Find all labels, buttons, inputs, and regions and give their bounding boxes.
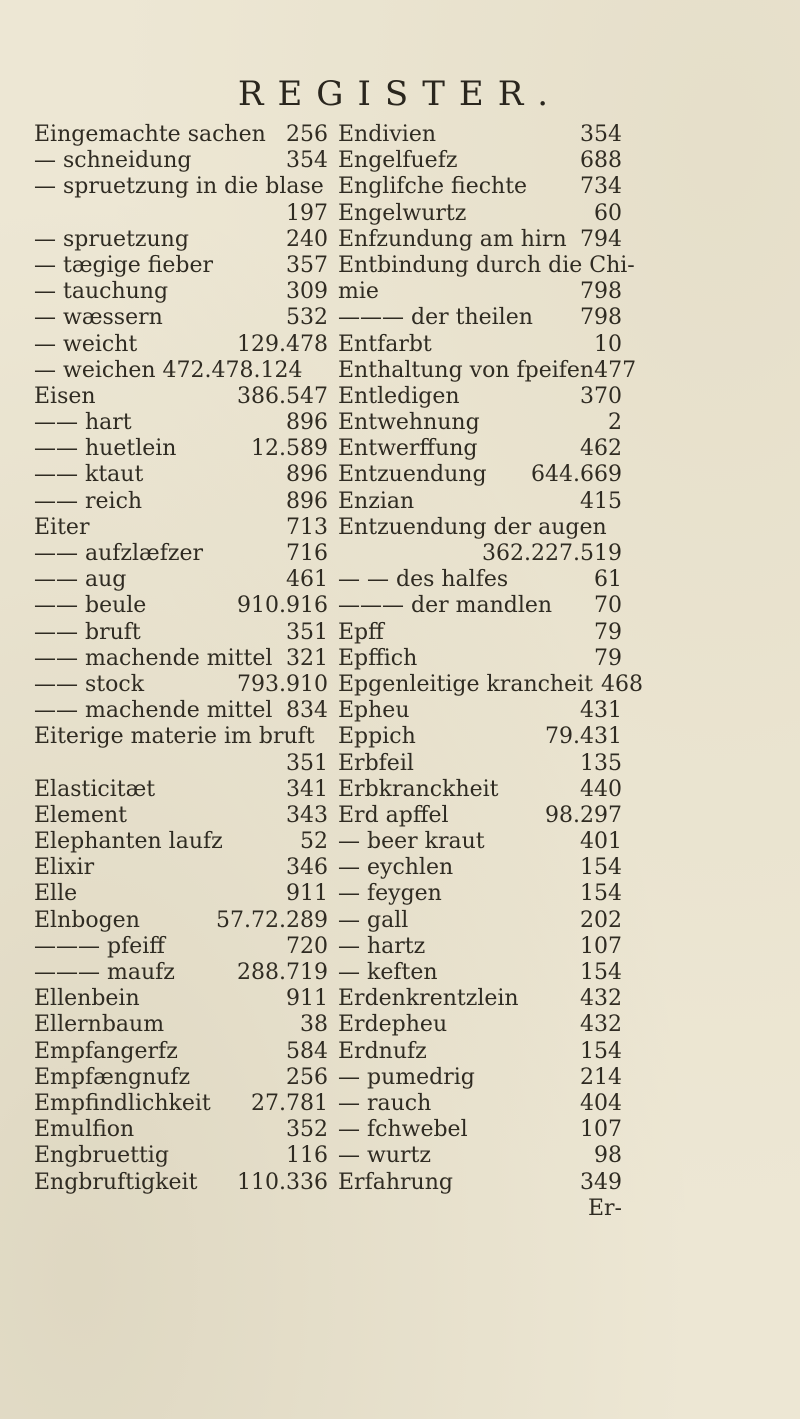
entry-term: Engbruftigkeit <box>34 1169 198 1195</box>
entry-pages: 354 <box>580 122 622 147</box>
index-entry <box>338 620 622 646</box>
entry-term: Empfindlichkeit <box>34 1090 211 1116</box>
entry-pages: 129.478 <box>237 331 328 357</box>
index-entry <box>34 541 328 567</box>
entry-pages: 116 <box>286 1143 328 1169</box>
entry-pages: 834 <box>286 698 328 724</box>
entry-term: Epheu <box>338 698 410 724</box>
entry-term: — feygen <box>338 881 442 907</box>
entry-pages: 60 <box>594 200 622 226</box>
entry-term: —— huetlein <box>34 436 177 462</box>
entry-pages: 415 <box>580 488 622 514</box>
entry-pages: Er- <box>587 1195 622 1221</box>
entry-term: —— beule <box>34 593 147 619</box>
entry-term: — keften <box>338 960 438 985</box>
index-entry <box>34 358 328 384</box>
index-entry <box>34 1143 328 1169</box>
index-entry <box>338 436 622 462</box>
entry-pages: 70 <box>594 593 622 619</box>
entry-term: — rauch <box>338 1090 432 1116</box>
entry-pages: 793.910 <box>237 671 328 697</box>
entry-term: Erbfeil <box>338 750 414 776</box>
index-entry <box>338 698 622 724</box>
index-entry <box>34 410 328 436</box>
entry-pages: 432 <box>580 986 622 1012</box>
entry-pages: 370 <box>580 383 622 409</box>
entry-term: Erd apffel <box>338 802 449 828</box>
entry-term: Elephanten laufz <box>34 829 223 855</box>
index-entry <box>34 620 328 646</box>
index-entry <box>338 201 622 227</box>
entry-pages: 57.72.289 <box>216 907 328 933</box>
entry-pages: 440 <box>580 776 622 802</box>
index-entry <box>34 960 328 986</box>
index-entry <box>34 1012 328 1038</box>
entry-pages: 110.336 <box>237 1169 328 1195</box>
entry-term: Erbkranckheit <box>338 776 499 802</box>
index-entry <box>338 227 622 253</box>
index-entry <box>338 671 643 698</box>
index-entry <box>338 908 622 934</box>
entry-pages: 896 <box>286 488 328 514</box>
entry-pages: 798 <box>580 279 622 305</box>
index-entry <box>338 855 622 881</box>
index-entry <box>34 462 328 488</box>
index-entry <box>338 1170 622 1196</box>
entry-term: ——— maufz <box>34 960 175 985</box>
index-entry <box>338 462 622 488</box>
page-title: REGISTER. <box>237 74 563 114</box>
entry-term: Erdnufz <box>338 1038 427 1064</box>
entry-pages: 401 <box>580 829 622 855</box>
entry-pages: 896 <box>286 462 328 488</box>
entry-term: Entledigen <box>338 383 460 409</box>
entry-term: Eiter <box>34 514 90 540</box>
entry-term: Eppich <box>338 724 416 750</box>
entry-term: —— aufzlæfzer <box>34 541 203 566</box>
entry-term: Epff <box>338 619 384 645</box>
entry-term: —— machende mittel <box>34 698 273 724</box>
index-entry <box>34 1117 328 1143</box>
index-entry <box>338 515 622 541</box>
entry-pages: 256 <box>286 1064 328 1090</box>
entry-pages: 288.719 <box>237 960 328 985</box>
entry-pages: 911 <box>286 986 328 1012</box>
entry-pages: 154 <box>580 855 622 881</box>
entry-term: Empfangerfz <box>34 1038 178 1064</box>
index-entry <box>34 279 328 305</box>
entry-pages: 351 <box>286 619 328 645</box>
entry-term: Epffich <box>338 645 418 671</box>
entry-term: mie <box>338 279 379 305</box>
index-entry <box>338 1065 622 1091</box>
index-entry <box>34 908 328 934</box>
index-entry <box>34 672 328 698</box>
entry-term: Elle <box>34 881 78 907</box>
entry-term: Empfængnufz <box>34 1064 191 1090</box>
index-entry <box>338 751 622 777</box>
index-entry <box>34 724 328 750</box>
entry-pages: 341 <box>286 776 328 802</box>
entry-pages: 404 <box>580 1090 622 1116</box>
entry-term: ——— der theilen <box>338 305 533 331</box>
entry-term: Ellenbein <box>34 986 140 1012</box>
entry-term: —— aug <box>34 567 127 593</box>
entry-term: —— ktaut <box>34 462 144 488</box>
index-entry <box>34 698 328 724</box>
index-entry <box>34 174 328 200</box>
index-entry <box>338 332 622 358</box>
entry-pages: 354 <box>286 148 328 174</box>
entry-pages: 351 <box>286 750 328 776</box>
entry-term: Entzuendung <box>338 462 487 488</box>
entry-pages: 98 <box>594 1143 622 1169</box>
right-index-column <box>338 122 643 1222</box>
entry-pages: 716 <box>286 541 328 566</box>
index-entry <box>338 1196 622 1222</box>
entry-pages: 38 <box>300 1012 328 1038</box>
entry-pages: 911 <box>286 881 328 907</box>
index-entry <box>338 279 622 305</box>
index-entry <box>338 934 622 960</box>
entry-pages: 910.916 <box>237 593 328 619</box>
entry-pages: 720 <box>286 933 328 959</box>
entry-pages: 896 <box>286 410 328 436</box>
index-entry <box>34 122 328 148</box>
entry-pages: 713 <box>286 514 328 540</box>
index-entry <box>34 227 328 253</box>
index-entry <box>34 201 328 227</box>
entry-pages: 10 <box>594 331 622 357</box>
entry-pages: 532 <box>286 305 328 331</box>
entry-term: — eychlen <box>338 855 454 881</box>
index-entry <box>338 410 622 436</box>
entry-term: Entfarbt <box>338 331 432 357</box>
entry-pages: 214 <box>580 1064 622 1090</box>
entry-term: — — des halfes <box>338 567 509 593</box>
entry-pages: 357 <box>286 252 328 278</box>
index-entry <box>34 593 328 619</box>
entry-pages: 386.547 <box>237 383 328 409</box>
index-entry <box>338 724 622 750</box>
entry-term: —— machende mittel <box>34 645 273 671</box>
index-entry <box>338 252 635 279</box>
entry-pages: 346 <box>286 855 328 881</box>
index-entry <box>34 305 328 331</box>
entry-term: Entwerffung <box>338 436 478 462</box>
index-entry <box>338 1143 622 1169</box>
entry-pages: 734 <box>580 174 622 200</box>
entry-term: Erdenkrentzlein <box>338 986 519 1012</box>
index-entry <box>34 855 328 881</box>
entry-term: Erfahrung <box>338 1169 453 1195</box>
entry-pages: 79.431 <box>545 724 622 750</box>
entry-pages: 154 <box>580 960 622 985</box>
entry-term: Eingemachte sachen <box>34 122 266 147</box>
index-entry <box>338 1012 622 1038</box>
entry-term: — tægige fieber <box>34 252 214 278</box>
index-entry <box>338 803 622 829</box>
entry-pages: 79 <box>594 619 622 645</box>
index-entry <box>34 332 328 358</box>
index-entry <box>338 986 622 1012</box>
entry-term: Enfzundung am hirn <box>338 226 567 252</box>
index-entry <box>338 148 622 174</box>
index-entry <box>34 567 328 593</box>
entry-pages: 321 <box>286 645 328 671</box>
entry-term: Entzuendung der augen <box>338 514 607 540</box>
entry-term: — weichen 472.478.124 <box>34 357 303 383</box>
entry-term: Eisen <box>34 383 96 409</box>
entry-term: —— hart <box>34 410 132 436</box>
index-entry <box>338 646 622 672</box>
entry-term: Entbindung durch die Chi- <box>338 252 635 278</box>
entry-term: Ellernbaum <box>34 1012 165 1038</box>
entry-term: Elixir <box>34 855 95 881</box>
entry-term: Elnbogen <box>34 907 140 933</box>
entry-pages: 349 <box>580 1169 622 1195</box>
entry-pages: 343 <box>286 802 328 828</box>
entry-term: — spruetzung <box>34 226 189 252</box>
entry-term: Erdepheu <box>338 1012 448 1038</box>
entry-term: — hartz <box>338 933 426 959</box>
entry-pages: 432 <box>580 1012 622 1038</box>
index-entry <box>34 1065 328 1091</box>
entry-term: Eiterige materie im bruft <box>34 724 315 750</box>
index-entry <box>338 881 622 907</box>
entry-pages: 798 <box>580 305 622 331</box>
index-entry <box>34 148 328 174</box>
left-index-column <box>34 122 328 1196</box>
index-entry <box>34 646 328 672</box>
index-entry <box>338 1039 622 1065</box>
entry-term: Epgenleitige krancheit <box>338 671 593 697</box>
entry-term: — pumedrig <box>338 1064 475 1090</box>
entry-pages: 12.589 <box>251 436 328 462</box>
entry-pages: 468 <box>601 671 643 697</box>
index-entry <box>34 489 328 515</box>
entry-term: — beer kraut <box>338 829 485 855</box>
index-entry <box>338 1091 622 1117</box>
entry-pages: 135 <box>580 750 622 776</box>
entry-term: Enthaltung von fpeifen477 <box>338 357 637 383</box>
entry-term: —— reich <box>34 488 143 514</box>
index-entry <box>338 960 622 986</box>
entry-term: ——— der mandlen <box>338 593 553 619</box>
entry-term: — wæssern <box>34 305 163 331</box>
index-entry <box>34 751 328 777</box>
index-entry <box>34 803 328 829</box>
index-entry <box>338 384 622 410</box>
entry-pages: 431 <box>580 698 622 724</box>
index-entry <box>338 174 622 200</box>
index-entry <box>34 253 328 279</box>
index-entry <box>338 489 622 515</box>
entry-pages: 362.227.519 <box>482 541 622 566</box>
entry-pages: 352 <box>286 1117 328 1143</box>
entry-term: Entwehnung <box>338 410 480 436</box>
entry-term: Englifche fiechte <box>338 174 528 200</box>
entry-pages: 52 <box>300 829 328 855</box>
entry-term: — weicht <box>34 331 138 357</box>
entry-pages: 107 <box>580 933 622 959</box>
entry-term: Enzian <box>338 488 415 514</box>
entry-term: — wurtz <box>338 1143 431 1169</box>
entry-term: Engelwurtz <box>338 200 467 226</box>
entry-term: — fchwebel <box>338 1117 468 1143</box>
entry-term: — tauchung <box>34 279 169 305</box>
entry-term: —— bruft <box>34 619 141 645</box>
index-entry <box>338 1117 622 1143</box>
entry-pages: 197 <box>286 200 328 226</box>
index-entry <box>34 1039 328 1065</box>
entry-pages: 202 <box>580 907 622 933</box>
index-entry <box>338 122 622 148</box>
entry-pages: 240 <box>286 226 328 252</box>
index-entry <box>338 357 637 384</box>
index-entry <box>34 515 328 541</box>
index-entry <box>34 1091 328 1117</box>
entry-pages: 462 <box>580 436 622 462</box>
index-entry <box>34 934 328 960</box>
index-entry <box>34 777 328 803</box>
entry-term: Engbruettig <box>34 1143 169 1169</box>
entry-term: ——— pfeiff <box>34 933 165 959</box>
entry-pages: 61 <box>594 567 622 593</box>
index-entry <box>338 593 622 619</box>
entry-pages: 154 <box>580 1038 622 1064</box>
entry-pages: 27.781 <box>251 1090 328 1116</box>
entry-term: Engelfuefz <box>338 148 458 174</box>
entry-term: — spruetzung in die blase <box>34 174 324 200</box>
entry-term: Endivien <box>338 122 437 147</box>
entry-term: —— stock <box>34 671 145 697</box>
index-entry <box>34 986 328 1012</box>
entry-term: Emulfion <box>34 1117 135 1143</box>
entry-pages: 98.297 <box>545 802 622 828</box>
index-entry <box>338 777 622 803</box>
entry-term: — gall <box>338 907 409 933</box>
entry-pages: 584 <box>286 1038 328 1064</box>
index-entry <box>34 881 328 907</box>
index-entry <box>338 541 622 567</box>
index-entry <box>34 436 328 462</box>
entry-term: Elasticitæt <box>34 776 156 802</box>
entry-term: — schneidung <box>34 148 192 174</box>
index-entry <box>338 305 622 331</box>
index-entry <box>338 829 622 855</box>
entry-term: Element <box>34 802 128 828</box>
entry-pages: 461 <box>286 567 328 593</box>
entry-pages: 256 <box>286 122 328 147</box>
entry-pages: 688 <box>580 148 622 174</box>
index-entry <box>34 384 328 410</box>
index-entry <box>34 1170 328 1196</box>
entry-pages: 154 <box>580 881 622 907</box>
index-entry <box>34 829 328 855</box>
entry-pages: 794 <box>580 226 622 252</box>
index-entry <box>338 567 622 593</box>
entry-pages: 2 <box>608 410 622 436</box>
entry-pages: 309 <box>286 279 328 305</box>
entry-pages: 644.669 <box>531 462 622 488</box>
entry-pages: 107 <box>580 1117 622 1143</box>
entry-pages: 79 <box>594 645 622 671</box>
